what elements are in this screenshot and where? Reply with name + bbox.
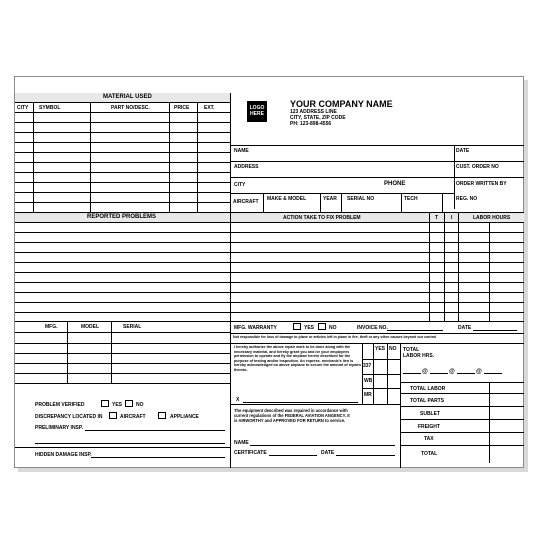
certificate-text: The equipment described was repaired in accordance with current regulations of the FEDERAL AVIATION ANGENCY. It is AIRWORTHY and APPROVED FOR RETURN to service. [234,408,350,423]
invoice-label: INVOICE NO. [357,325,388,331]
labor-hours-label: LABOR HOURS [473,215,511,221]
discrepancy-appliance-label: APPLIANCE [170,414,199,420]
table-row-line [15,272,524,273]
certificate-number-label: CERTIFICATE [234,450,267,456]
equip-col-serial: SERIAL [123,324,142,330]
order-written-label: ORDER WRITTEN BY [456,181,507,187]
aircraft-label: AIRCRAFT [233,199,259,205]
table-row-line [15,222,524,223]
customer-city-label: CITY [234,182,246,188]
material-col-price: PRICE [174,105,190,111]
company-address: 123 ADDRESS LINE [290,109,337,115]
equip-col-mfg: MFG. [45,324,58,330]
preliminary-label: PRELIMINARY INSP. [35,425,83,431]
auth-row-mr: MR [364,392,372,398]
total-labor-hrs-label: TOTAL LABOR HRS. [403,347,435,359]
table-row-line [15,292,524,293]
year-label: YEAR [323,196,337,202]
serial-no-label: SERIAL NO [347,196,375,202]
customer-phone-label: PHONE [384,181,406,187]
customer-address-label: ADDRESS [234,164,259,170]
problem-verified-label: PROBLEM VERIFIED [35,402,85,408]
material-col-ext: EXT. [204,105,215,111]
warranty-date-label: DATE [458,325,472,331]
make-model-label: MAKE & MODEL [267,196,307,202]
hidden-damage-label: HIDDEN DAMAGE INSP. [35,452,92,458]
table-row-line [15,363,230,364]
table-row-line [15,312,524,313]
work-order-form [14,76,524,468]
appliance-checkbox[interactable] [158,412,166,419]
certificate-name-label: NAME [234,440,249,446]
table-row-line [15,242,524,243]
table-row-line [15,373,230,374]
table-row-line [15,343,230,344]
company-name: YOUR COMPANY NAME [290,99,393,109]
logo-text: LOGO HERE [249,105,265,117]
table-row-line [15,282,524,283]
company-phone: PH: 123-898-4556 [290,121,332,127]
table-row-line [15,232,524,233]
table-row-line [15,262,524,263]
warranty-no-label: NO [329,325,337,331]
tech-label: TECH [404,196,418,202]
equip-col-model: MODEL [81,324,100,330]
i-column-label: I [451,215,453,221]
sublet-label: SUBLET [420,411,440,417]
table-row-line [15,302,524,303]
customer-date-label: DATE [456,148,470,154]
verified-yes-checkbox[interactable] [101,400,109,407]
warranty-yes-checkbox[interactable] [293,323,301,330]
table-row-line [15,353,230,354]
reported-problems-title: REPORTED PROBLEMS [87,214,157,220]
auth-row-337: 337 [363,363,372,369]
disclaimer-text: Not responsible for loss of damage to plane or articles left in plane in fire, theft or any other causes beyond our control [233,335,437,339]
freight-label: FREIGHT [418,424,440,430]
verified-yes-label: YES [112,402,123,408]
material-col-city: CITY [17,105,29,111]
total-parts-label: TOTAL PARTS [410,398,445,404]
aircraft-checkbox[interactable] [109,412,117,419]
action-title: ACTION TAKE TO FIX PROBLEM [283,215,361,221]
table-row-line [15,332,230,333]
t-column-label: T [435,215,439,221]
logo-placeholder [247,101,267,122]
company-city: CITY, STATE, ZIP CODE [290,115,346,121]
at-sign-3: @ [476,369,482,375]
warranty-no-checkbox[interactable] [318,323,326,330]
material-title: MATERIAL USED [103,94,152,100]
at-sign-2: @ [449,369,455,375]
discrepancy-aircraft-label: AIRCRAFT [120,414,146,420]
material-col-symbol: SYMBOL [39,105,61,111]
auth-no-label: NO [389,346,397,352]
cust-order-label: CUST. ORDER NO [456,164,499,170]
reg-no-label: REG. NO [456,196,478,202]
verified-no-checkbox[interactable] [125,400,133,407]
warranty-yes-label: YES [304,325,315,331]
auth-row-wb: WB [364,378,373,384]
material-col-part: PART NO/DESC. [111,105,150,111]
customer-name-label: NAME [234,148,249,154]
table-row-line [15,252,524,253]
authorization-text: I hereby authorize the above repair work to be done along with the necessary material, and hereby grant you and /or your employees permission to operate and fly the airplane herein described for the purpose of testing and/or inspection. An express. mechanic's lien is hereby acknowledged on above airplane to secure the amount of repairs thereto. [234,345,362,372]
signature-x: X [236,397,240,403]
total-label: TOTAL [421,451,438,457]
certificate-date-label: DATE [321,450,335,456]
auth-yes-label: YES [375,346,386,352]
warranty-label: MFG. WARRANTY [234,325,277,331]
tax-label: TAX [424,436,434,442]
discrepancy-label: DISCREPANCY LOCATED IN [35,414,103,420]
verified-no-label: NO [136,402,144,408]
at-sign-1: @ [422,369,428,375]
total-labor-label: TOTAL LABOR [410,386,446,392]
